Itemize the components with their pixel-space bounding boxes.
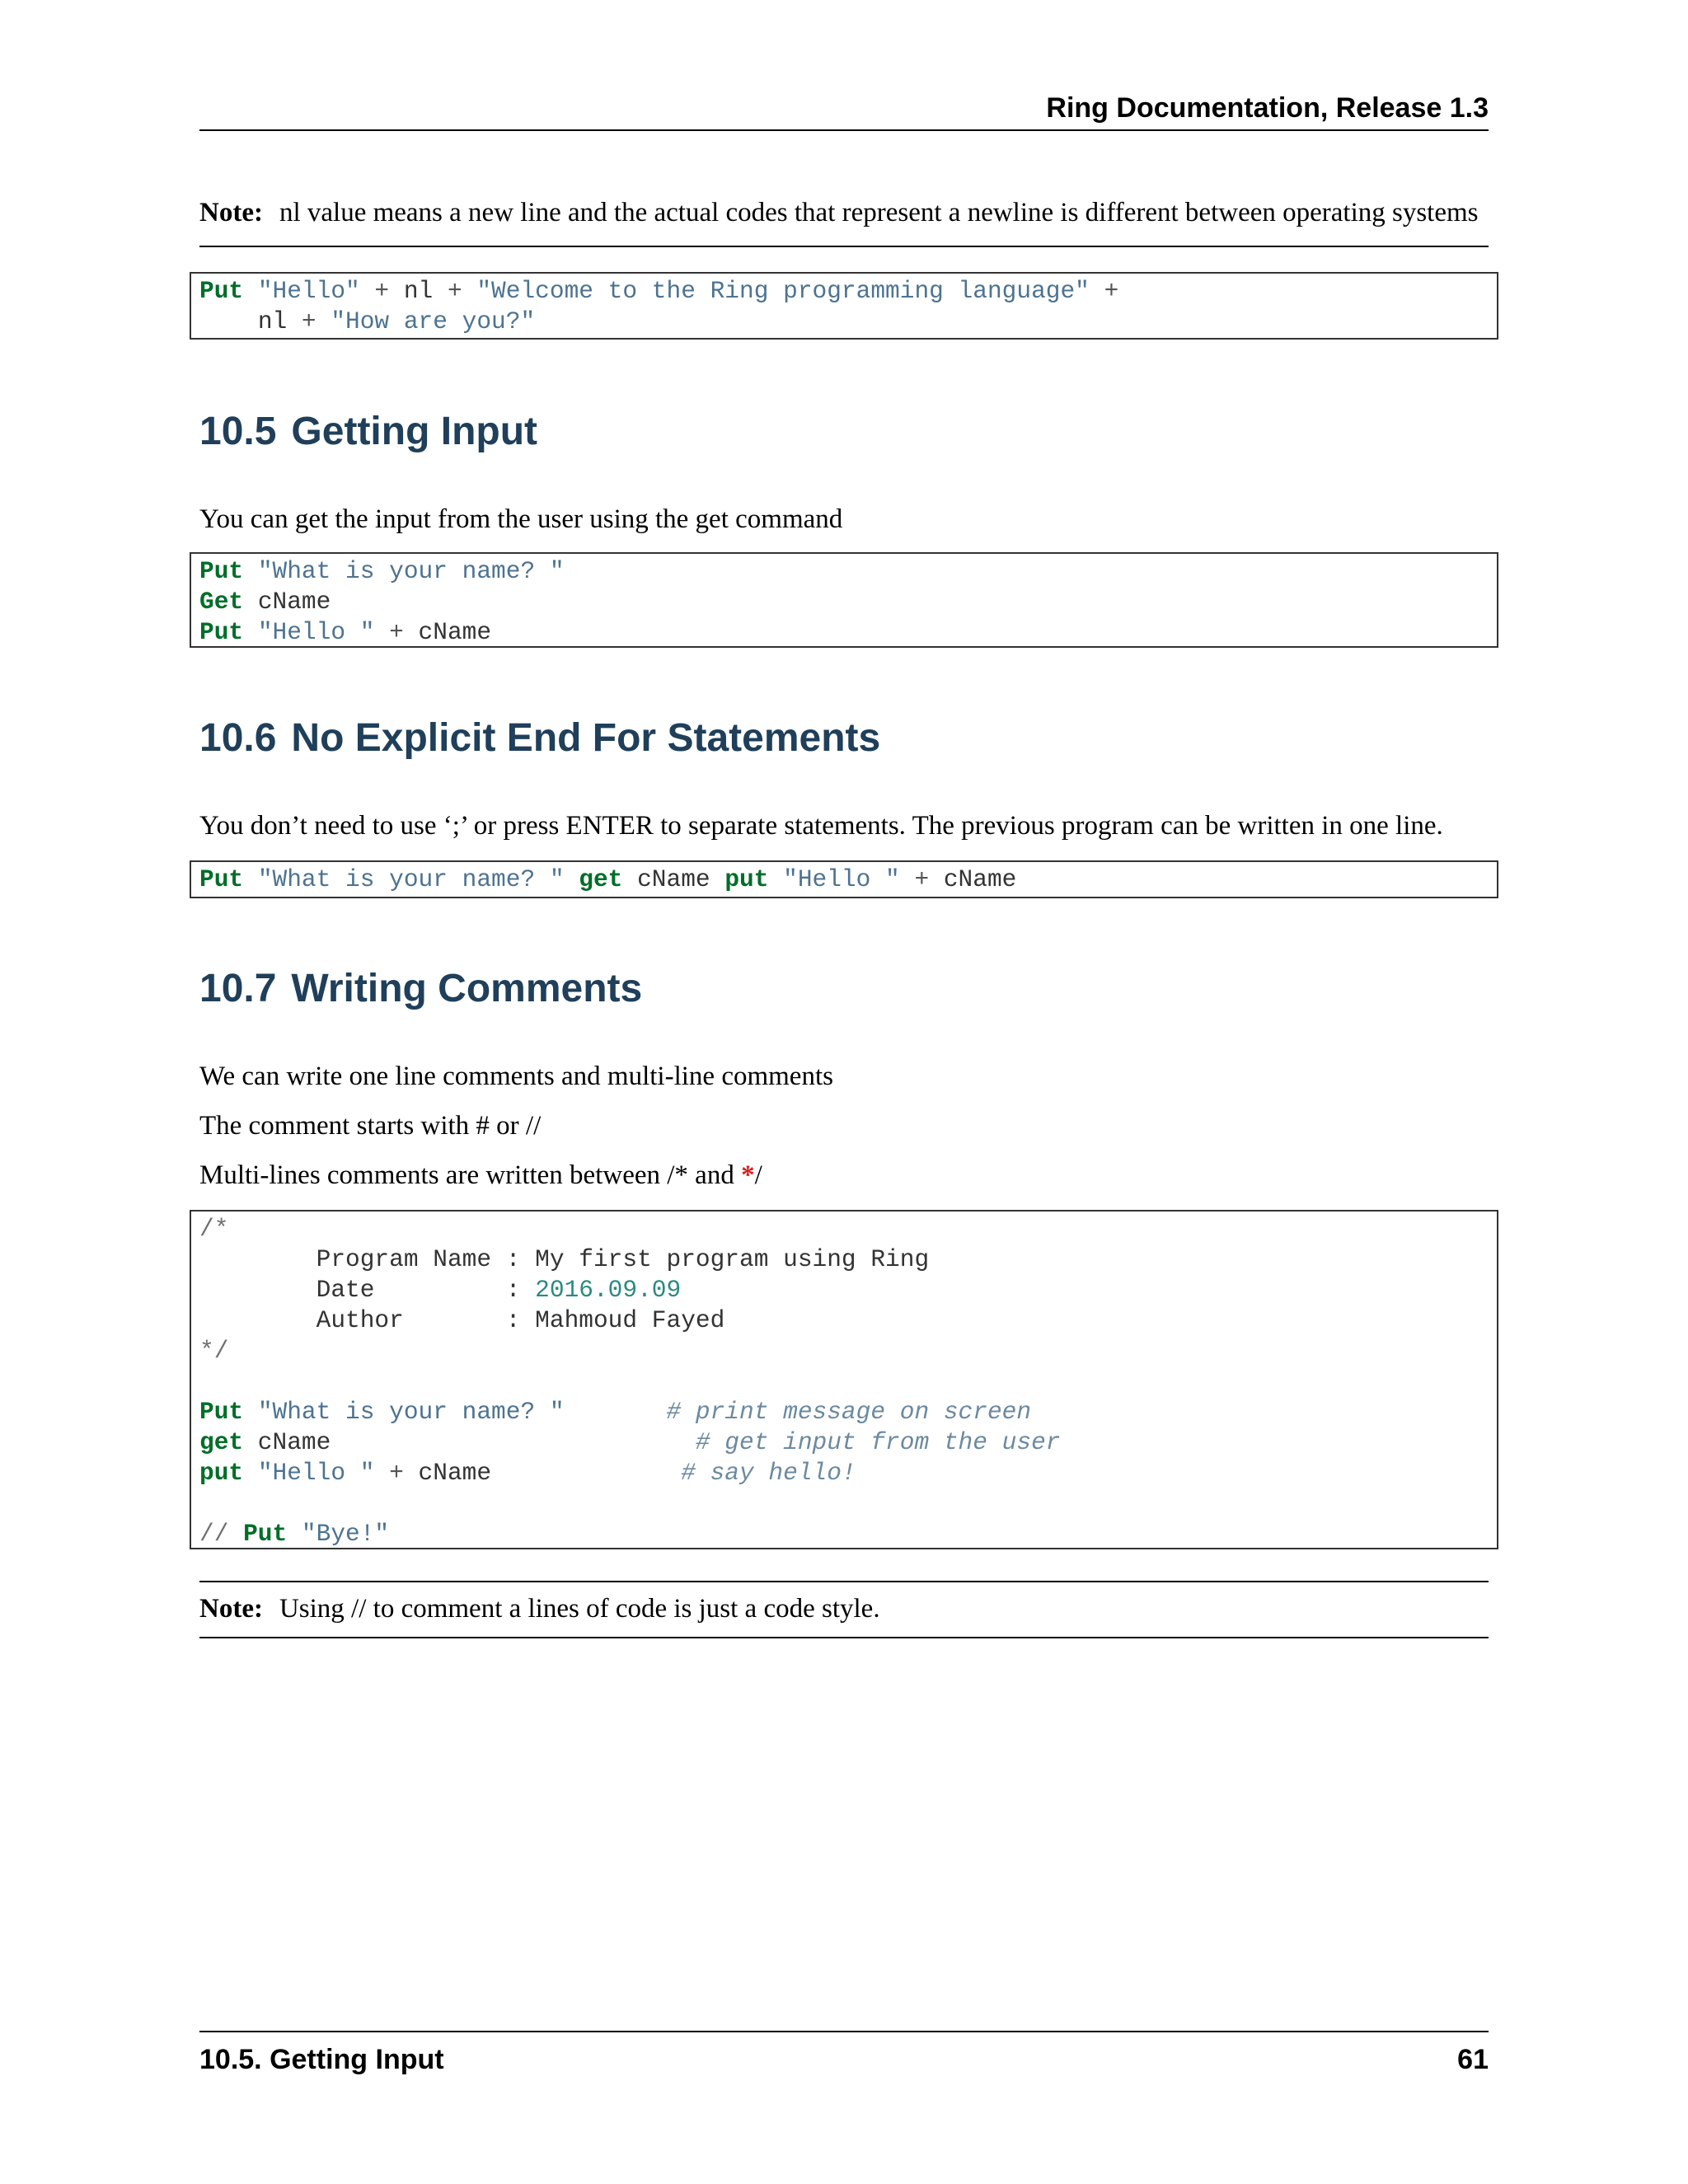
code-string: "Bye!" bbox=[301, 1520, 390, 1548]
paragraph-text: / bbox=[754, 1160, 762, 1190]
code-block-one-line bbox=[190, 860, 1498, 898]
note-text: Using // to comment a lines of code is just a code style. bbox=[279, 1594, 880, 1624]
paragraph: You don’t need to use ‘;’ or press ENTER to separate statements. The previous program can be written in one line. bbox=[199, 811, 1443, 841]
code-line bbox=[199, 307, 1497, 337]
code-keyword: Put bbox=[243, 1520, 288, 1548]
code-line-blank bbox=[199, 1488, 1497, 1519]
code-operator: + bbox=[1089, 277, 1119, 305]
code-operator: + bbox=[899, 865, 944, 893]
section-title: Writing Comments bbox=[291, 967, 643, 1010]
code-text: Date : bbox=[199, 1276, 536, 1304]
code-operator: + bbox=[359, 277, 404, 305]
running-footer bbox=[199, 2031, 1489, 2076]
code-string: "What is your name? " bbox=[257, 1398, 565, 1426]
asterisk-mark: * bbox=[741, 1160, 755, 1190]
code-line bbox=[199, 1458, 1497, 1488]
code-keyword: put bbox=[724, 865, 769, 893]
code-comment: # get input from the user bbox=[695, 1428, 1061, 1456]
code-padding bbox=[331, 1428, 696, 1456]
code-padding bbox=[491, 1459, 681, 1487]
code-line: /* bbox=[199, 1215, 229, 1243]
code-padding bbox=[565, 1398, 667, 1426]
section-number: 10.6 bbox=[199, 716, 277, 760]
code-string: "Hello " bbox=[783, 865, 900, 893]
code-string: "Hello " bbox=[257, 618, 375, 646]
code-comment: # say hello! bbox=[681, 1459, 856, 1487]
code-identifier: cName bbox=[243, 1428, 331, 1456]
paragraph: You can get the input from the user using the get command bbox=[199, 504, 843, 534]
running-header bbox=[199, 92, 1489, 131]
section-number: 10.5 bbox=[199, 410, 277, 453]
code-block-comments bbox=[190, 1210, 1498, 1549]
code-string: "What is your name? " bbox=[257, 865, 565, 893]
paragraph bbox=[199, 1160, 1489, 1191]
code-block-put-welcome bbox=[190, 272, 1498, 340]
code-string: "How are you?" bbox=[331, 307, 536, 335]
code-keyword: get bbox=[579, 865, 623, 893]
code-identifier: cName bbox=[943, 865, 1017, 893]
code-line-blank bbox=[199, 1366, 1497, 1397]
note-label: Note: bbox=[199, 198, 263, 227]
code-keyword: Get bbox=[199, 588, 244, 616]
code-line bbox=[199, 556, 1497, 587]
code-keyword: Put bbox=[199, 618, 244, 646]
code-keyword: Put bbox=[199, 277, 244, 305]
code-keyword: put bbox=[199, 1459, 244, 1487]
note-text: nl value means a new line and the actual codes that represent a newline is different between operating systems bbox=[279, 198, 1479, 227]
code-operator: + bbox=[374, 1459, 419, 1487]
code-number: 2016.09.09 bbox=[535, 1276, 682, 1304]
code-line bbox=[199, 1427, 1497, 1458]
note-label: Note: bbox=[199, 1594, 263, 1624]
code-comment-slash: // bbox=[199, 1520, 244, 1548]
code-line bbox=[199, 1519, 1497, 1549]
code-identifier: nl bbox=[257, 307, 288, 335]
code-keyword: get bbox=[199, 1428, 244, 1456]
code-line: */ bbox=[199, 1337, 229, 1365]
note-newline bbox=[199, 198, 1489, 247]
code-line bbox=[199, 1275, 1497, 1305]
section-heading-no-explicit-end bbox=[199, 715, 880, 761]
page-number: 61 bbox=[1457, 2044, 1489, 2075]
code-comment: # print message on screen bbox=[666, 1398, 1032, 1426]
code-line: Program Name : My first program using Ring bbox=[199, 1245, 930, 1273]
code-keyword: Put bbox=[199, 1398, 244, 1426]
header-title: Ring Documentation, Release 1.3 bbox=[1046, 92, 1489, 124]
code-keyword: Put bbox=[199, 557, 244, 585]
code-line bbox=[199, 865, 1497, 895]
code-line bbox=[199, 1397, 1497, 1427]
code-keyword: Put bbox=[199, 865, 244, 893]
code-line bbox=[199, 617, 1497, 648]
code-operator: + bbox=[433, 277, 477, 305]
code-identifier: cName bbox=[418, 618, 492, 646]
footer-section: 10.5. Getting Input bbox=[199, 2044, 444, 2075]
section-number: 10.7 bbox=[199, 967, 277, 1010]
paragraph-text: Multi-lines comments are written between /* and bbox=[199, 1160, 742, 1190]
code-string: "Hello" bbox=[257, 277, 360, 305]
section-heading-writing-comments bbox=[199, 966, 642, 1011]
code-line: Author : Mahmoud Fayed bbox=[199, 1306, 725, 1334]
paragraph: We can write one line comments and multi-line comments bbox=[199, 1062, 833, 1091]
code-block-get-input bbox=[190, 552, 1498, 648]
code-line bbox=[199, 587, 1497, 617]
section-title: No Explicit End For Statements bbox=[291, 716, 881, 760]
code-operator: + bbox=[374, 618, 419, 646]
note-code-style bbox=[199, 1581, 1489, 1638]
code-identifier: cName bbox=[637, 865, 710, 893]
code-string: "Hello " bbox=[257, 1459, 375, 1487]
section-heading-getting-input bbox=[199, 409, 537, 454]
code-string: "Welcome to the Ring programming language" bbox=[476, 277, 1090, 305]
paragraph: The comment starts with # or // bbox=[199, 1111, 542, 1141]
code-identifier: nl bbox=[403, 277, 434, 305]
code-string: "What is your name? " bbox=[257, 557, 565, 585]
code-identifier: cName bbox=[418, 1459, 492, 1487]
code-line bbox=[199, 276, 1497, 307]
section-title: Getting Input bbox=[291, 410, 538, 453]
code-operator: + bbox=[287, 307, 331, 335]
code-identifier: cName bbox=[257, 588, 331, 616]
